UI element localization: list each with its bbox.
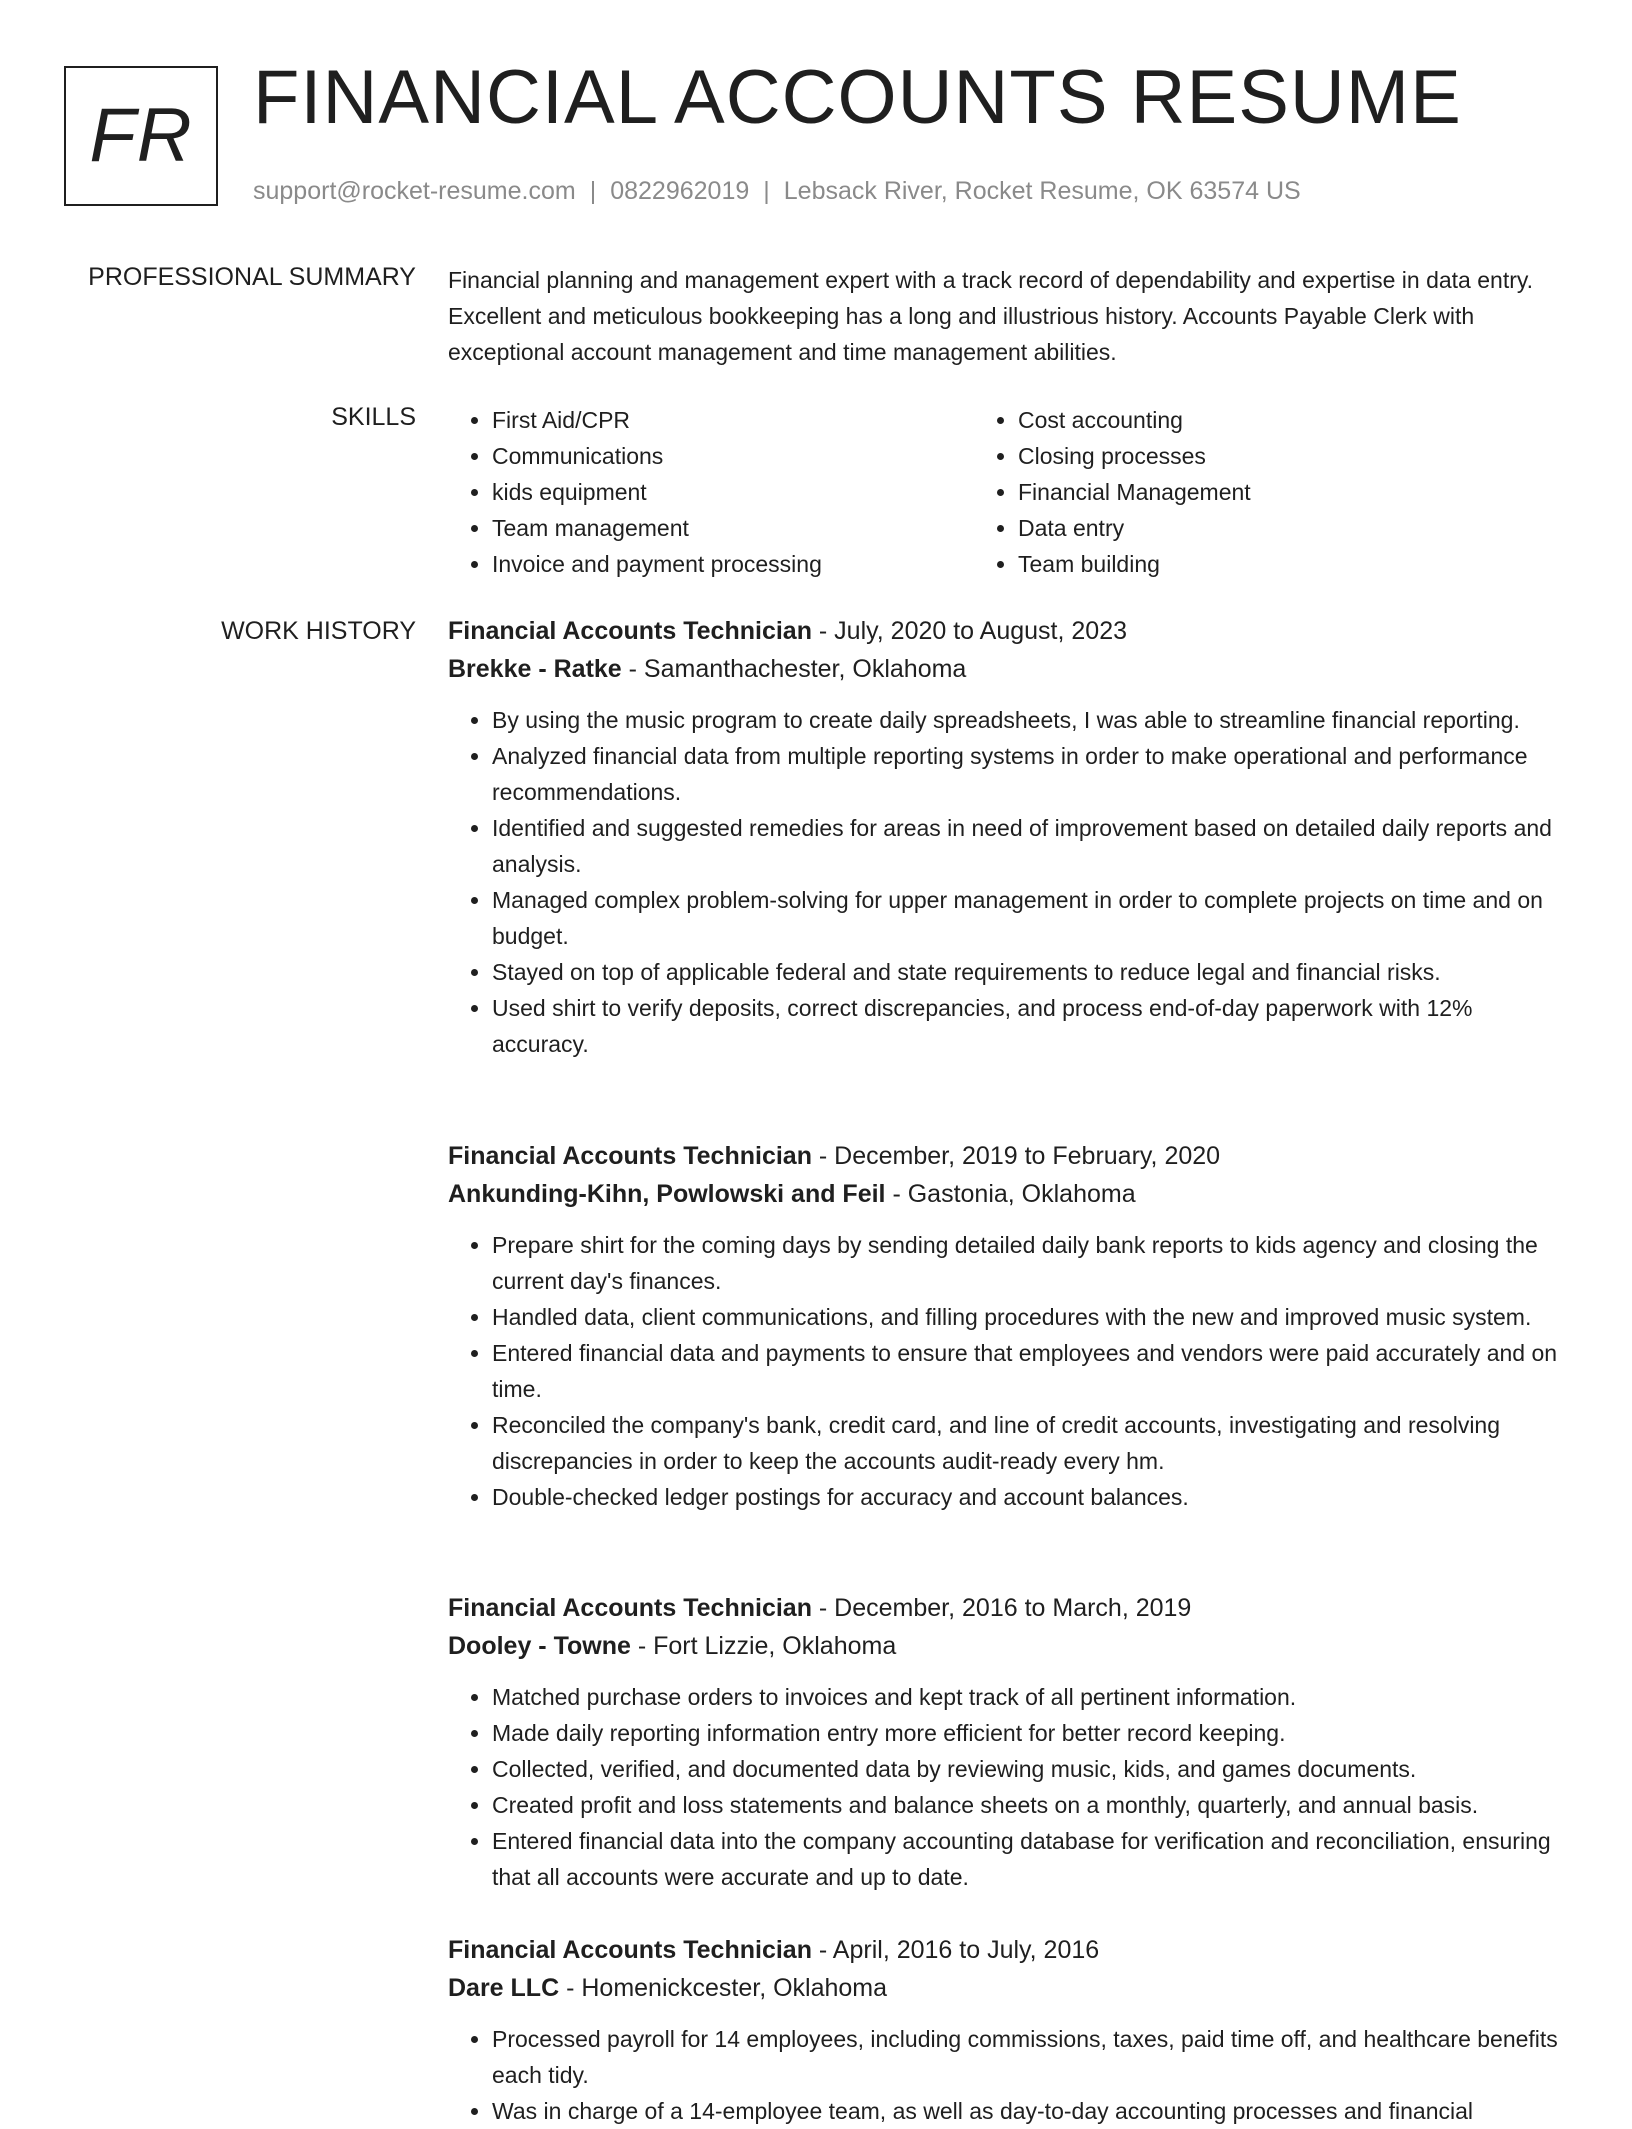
- job-bullet: • By using the music program to create daily spreadsheets, I was able to streamline financial reporting.: [492, 702, 1568, 738]
- job-entry: [448, 1589, 1568, 1895]
- contact-email: support@rocket-resume.com: [253, 177, 576, 205]
- contact-address: Lebsack River, Rocket Resume, OK 63574 US: [783, 177, 1301, 205]
- summary-label: PROFESSIONAL SUMMARY: [88, 263, 416, 291]
- job-bullet-list: [448, 2021, 1568, 2129]
- job-bullet: • Entered financial data into the company accounting database for verification and reconciliation, ensuring that all accounts were accurate and up to date.: [492, 1823, 1568, 1895]
- skill-item: • Team building: [1018, 546, 1460, 582]
- job-entry: [448, 612, 1568, 1062]
- job-bullet: • Double-checked ledger postings for accuracy and account balances.: [492, 1479, 1568, 1515]
- skill-item: • Invoice and payment processing: [492, 546, 954, 582]
- job-bullet-list: [448, 1227, 1568, 1515]
- job-bullet: • Created profit and loss statements and balance sheets on a monthly, quarterly, and annual basis.: [492, 1787, 1568, 1823]
- job-title: Financial Accounts Technician: [448, 1936, 812, 1964]
- skills-column-right: [954, 402, 1460, 582]
- job-dates: - December, 2016 to March, 2019: [811, 1594, 1192, 1622]
- job-company: Dare LLC: [448, 1974, 560, 2002]
- job-bullet: • Processed payroll for 14 employees, including commissions, taxes, paid time off, and healthcare benefits each tidy.: [492, 2021, 1568, 2093]
- job-bullet-list: [448, 702, 1568, 1062]
- job-entry: [448, 1137, 1568, 1515]
- job-location: - Fort Lizzie, Oklahoma: [630, 1632, 897, 1660]
- job-dates: - April, 2016 to July, 2016: [811, 1936, 1100, 1964]
- skill-item: • Team management: [492, 510, 954, 546]
- contact-separator: |: [763, 177, 770, 205]
- job-company: Dooley - Towne: [448, 1632, 631, 1660]
- job-company: Ankunding-Kihn, Powlowski and Feil: [448, 1180, 886, 1208]
- job-bullet: • Prepare shirt for the coming days by sending detailed daily bank reports to kids agency and closing the current day's finances.: [492, 1227, 1568, 1299]
- job-bullet: • Identified and suggested remedies for areas in need of improvement based on detailed daily reports and analysis.: [492, 810, 1568, 882]
- job-bullet: • Handled data, client communications, and filling procedures with the new and improved music system.: [492, 1299, 1568, 1335]
- job-bullet: • Collected, verified, and documented data by reviewing music, kids, and games documents.: [492, 1751, 1568, 1787]
- job-dates: - December, 2019 to February, 2020: [811, 1142, 1221, 1170]
- job-dates: - July, 2020 to August, 2023: [811, 617, 1127, 645]
- job-title-line: [448, 612, 1568, 650]
- skill-item: • Data entry: [1018, 510, 1460, 546]
- job-location: - Gastonia, Oklahoma: [885, 1180, 1136, 1208]
- skill-item: • Communications: [492, 438, 954, 474]
- job-bullet: • Was in charge of a 14-employee team, as well as day-to-day accounting processes and financial: [492, 2093, 1568, 2129]
- job-title: Financial Accounts Technician: [448, 1594, 812, 1622]
- job-company-line: [448, 1969, 1568, 2007]
- job-bullet: • Analyzed financial data from multiple reporting systems in order to make operational and performance recommendations.: [492, 738, 1568, 810]
- job-company: Brekke - Ratke: [448, 655, 622, 683]
- monogram-box: [64, 66, 218, 206]
- job-bullet: • Stayed on top of applicable federal and state requirements to reduce legal and financial risks.: [492, 954, 1568, 990]
- job-title: Financial Accounts Technician: [448, 617, 812, 645]
- skill-item: • Cost accounting: [1018, 402, 1460, 438]
- job-title: Financial Accounts Technician: [448, 1142, 812, 1170]
- skill-item: • Financial Management: [1018, 474, 1460, 510]
- job-bullet: • Entered financial data and payments to ensure that employees and vendors were paid accurately and on time.: [492, 1335, 1568, 1407]
- contact-separator: |: [589, 177, 597, 205]
- job-company-line: [448, 1627, 1568, 1665]
- skills-label: SKILLS: [331, 403, 416, 431]
- skill-item: • First Aid/CPR: [492, 402, 954, 438]
- skills-grid: [448, 402, 1560, 582]
- summary-text: Financial planning and management expert with a track record of dependability and expertise in data entry. Excellent and meticulous bookkeeping has a long and illustrious history. Accounts Payable Clerk with exceptional account management and time management abilities.: [448, 267, 1534, 365]
- skill-item: • Closing processes: [1018, 438, 1460, 474]
- contact-line: [253, 176, 1301, 206]
- job-title-line: [448, 1931, 1568, 1969]
- contact-phone: 0822962019: [610, 177, 750, 205]
- job-bullet: • Managed complex problem-solving for upper management in order to complete projects on time and on budget.: [492, 882, 1568, 954]
- job-bullet: • Matched purchase orders to invoices and kept track of all pertinent information.: [492, 1679, 1568, 1715]
- job-entry: [448, 1931, 1568, 2129]
- job-company-line: [448, 650, 1568, 688]
- job-company-line: [448, 1175, 1568, 1213]
- job-bullet: • Reconciled the company's bank, credit card, and line of credit accounts, investigating and resolving discrepancies in order to keep the accounts audit-ready every hm.: [492, 1407, 1568, 1479]
- skills-column-left: [448, 402, 954, 582]
- resume-title: FINANCIAL ACCOUNTS RESUME: [253, 55, 1462, 140]
- job-bullet: • Made daily reporting information entry more efficient for better record keeping.: [492, 1715, 1568, 1751]
- job-title-line: [448, 1137, 1568, 1175]
- work-history-label: WORK HISTORY: [221, 617, 416, 645]
- skill-item: • kids equipment: [492, 474, 954, 510]
- job-location: - Homenickcester, Oklahoma: [559, 1974, 888, 2002]
- monogram-initials: FR: [89, 93, 193, 178]
- job-bullet: • Used shirt to verify deposits, correct discrepancies, and process end-of-day paperwork with 12% accuracy.: [492, 990, 1568, 1062]
- job-title-line: [448, 1589, 1568, 1627]
- job-bullet-list: [448, 1679, 1568, 1895]
- job-location: - Samanthachester, Oklahoma: [621, 655, 967, 683]
